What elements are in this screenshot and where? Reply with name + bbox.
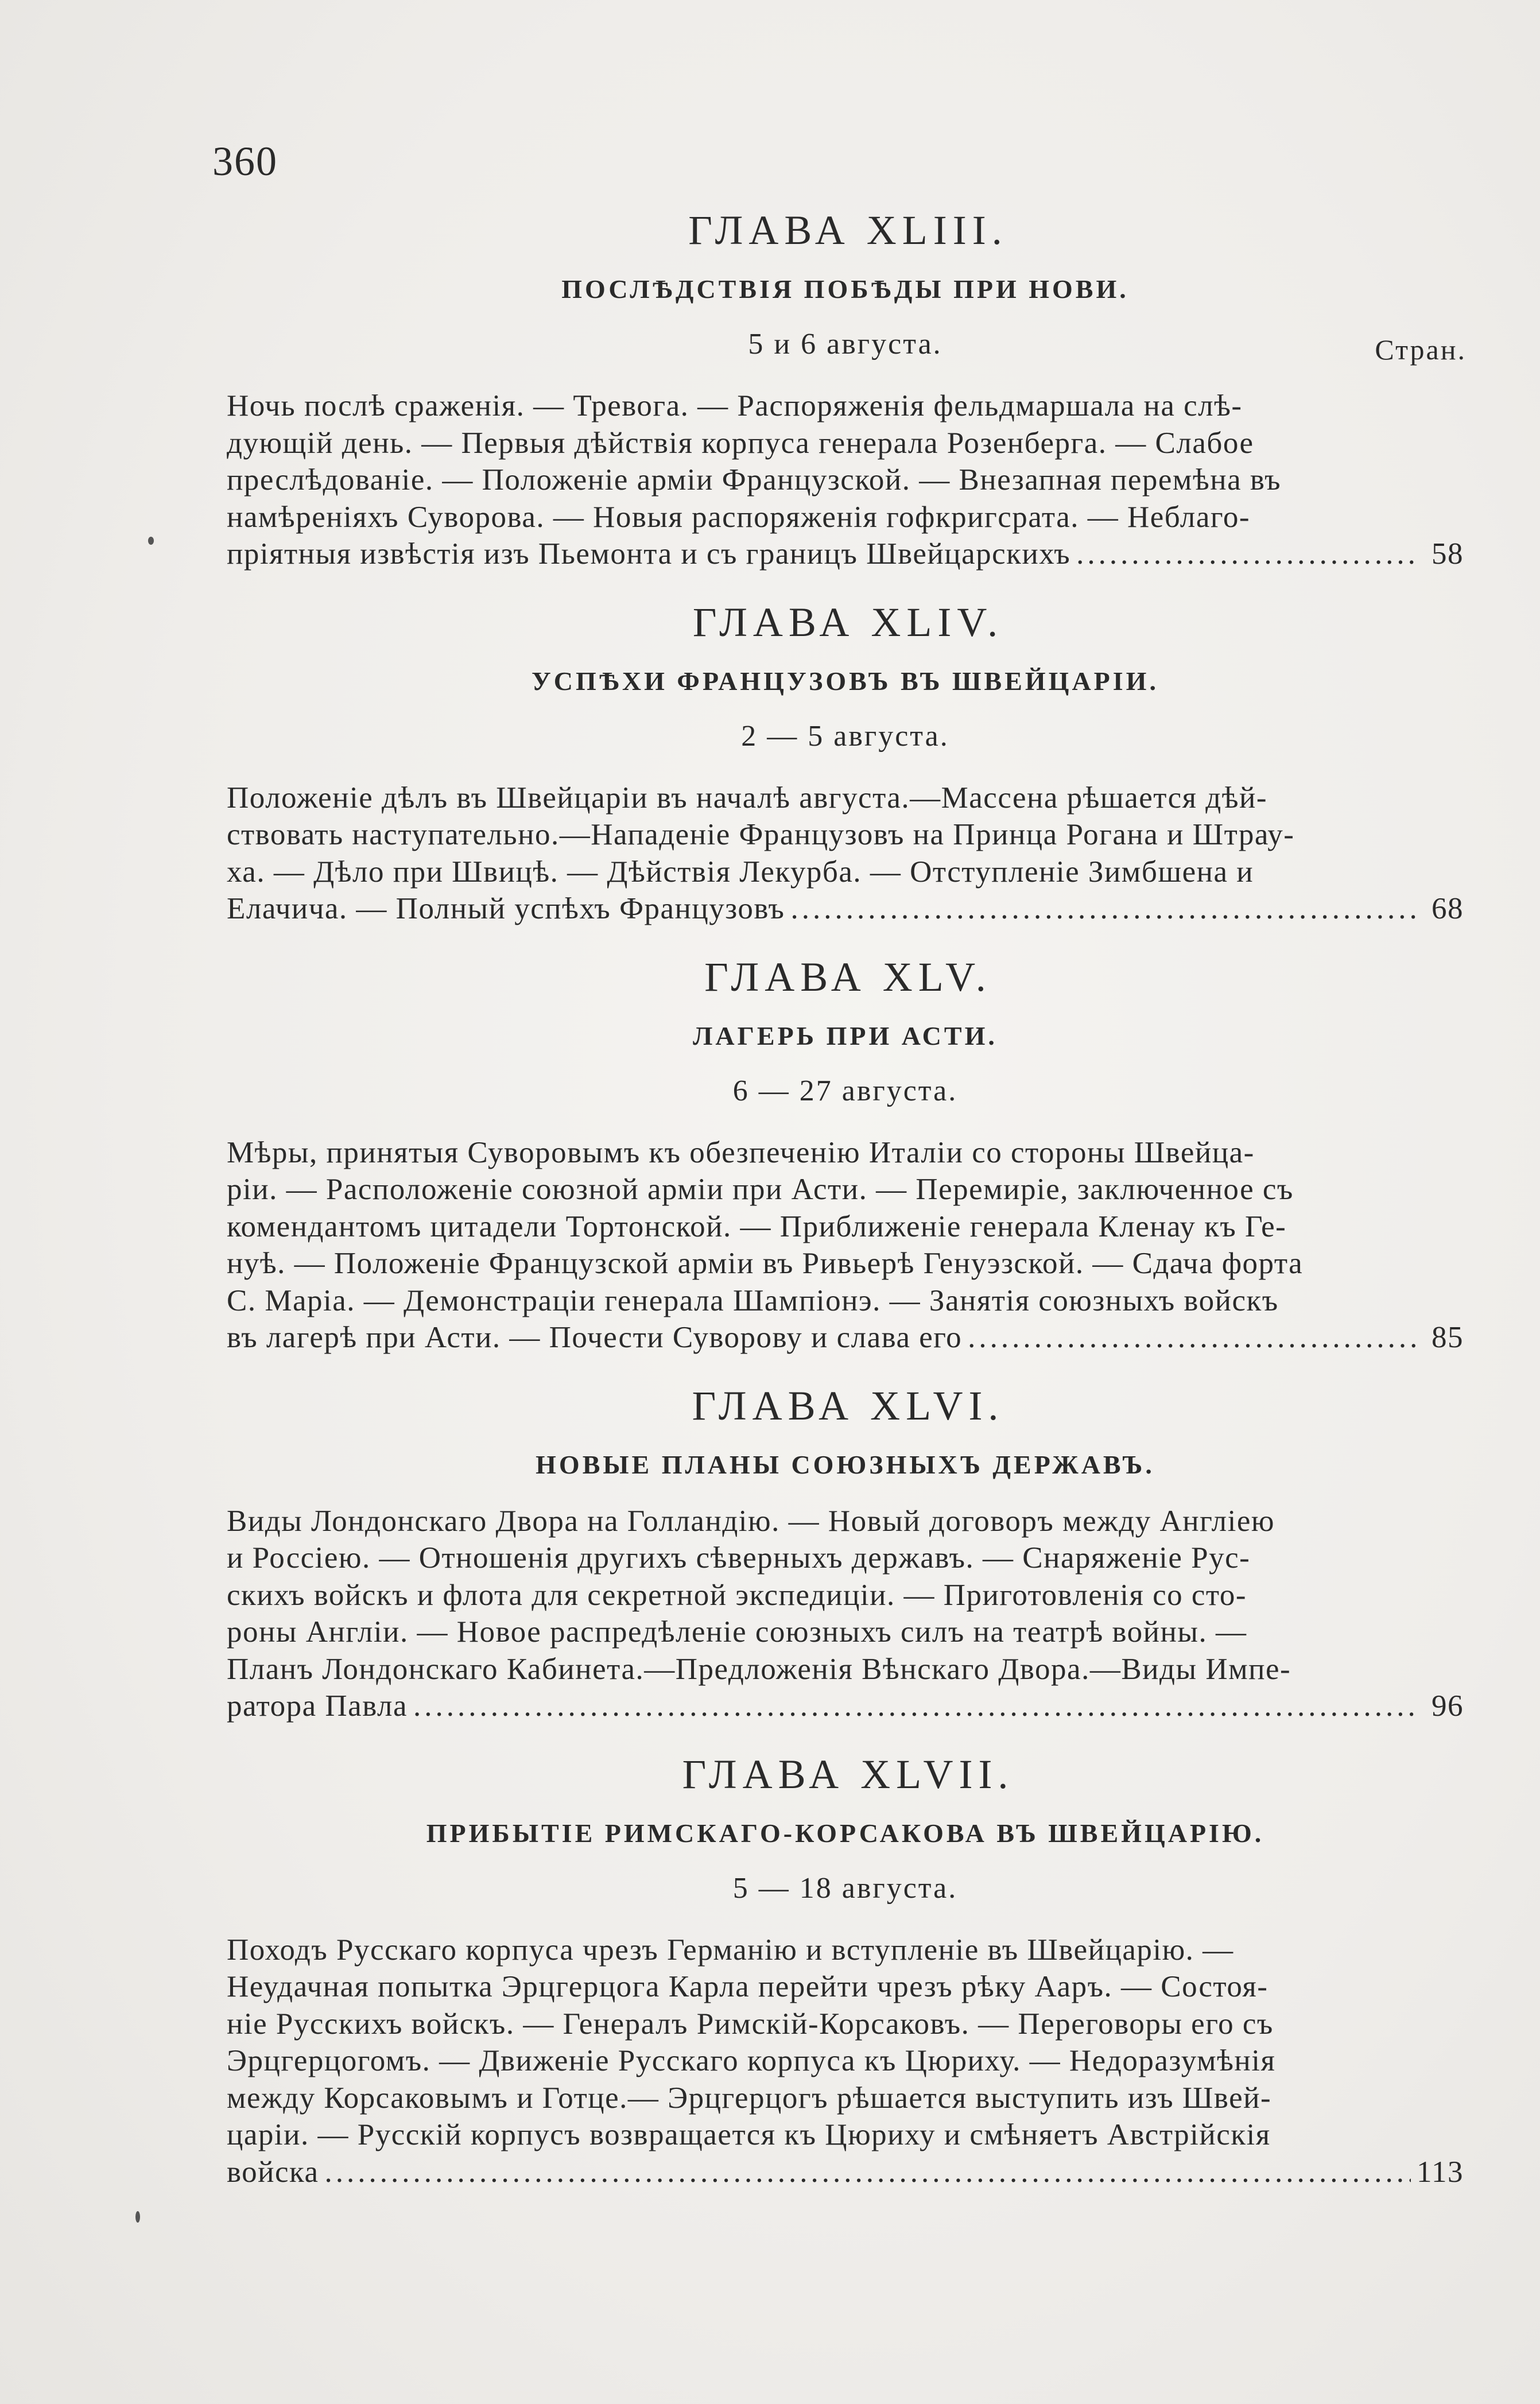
chapter-xliv bbox=[227, 599, 1464, 928]
chapter-title: ГЛАВА XLVI. bbox=[692, 1382, 1004, 1429]
page-reference: 68 bbox=[1432, 892, 1464, 925]
summary-line: Ночь послѣ сраженія. — Тревога. — Распоряженія фельдмаршала на слѣ- bbox=[227, 389, 1243, 422]
summary-line: ха. — Дѣло при Швицѣ. — Дѣйствія Лекурба. — Отступленіе Зимбшена и bbox=[227, 855, 1254, 889]
chapter-subtitle: ЛАГЕРЬ ПРИ АСТИ. bbox=[693, 1021, 998, 1050]
summary-line: Мѣры, принятыя Суворовымъ къ обезпеченію Италіи со стороны Швейца- bbox=[227, 1135, 1255, 1169]
page-column-header: Стран. bbox=[1375, 334, 1467, 366]
chapter-dates: 5 и 6 августа. bbox=[748, 328, 942, 360]
summary-line: Эрцгерцогомъ. — Движеніе Русскаго корпуса къ Цюриху. — Недоразумѣнія bbox=[227, 2044, 1276, 2077]
summary-line: ніе Русскихъ войскъ. — Генералъ Римскій-Корсаковъ. — Переговоры его съ bbox=[227, 2007, 1274, 2041]
summary-line: и Россіею. — Отношенія другихъ сѣверныхъ державъ. — Снаряженіе Рус- bbox=[227, 1541, 1251, 1575]
leader-dots bbox=[325, 2154, 1411, 2191]
summary-last-line bbox=[227, 1319, 1464, 1356]
chapter-dates: 6 — 27 августа. bbox=[732, 1074, 958, 1107]
page-reference: 58 bbox=[1432, 537, 1464, 571]
chapter-xlv bbox=[227, 953, 1464, 1356]
summary-line: дующій день. — Первыя дѣйствія корпуса генерала Розенберга. — Слабое bbox=[227, 426, 1254, 460]
ink-speck bbox=[135, 2211, 140, 2223]
chapter-title: ГЛАВА XLV. bbox=[704, 953, 992, 1000]
summary-line: Елачича. — Полный успѣхъ Французовъ bbox=[227, 892, 785, 925]
summary-last-line bbox=[227, 536, 1464, 573]
page-reference: 113 bbox=[1416, 2155, 1464, 2189]
chapter-summary bbox=[227, 1503, 1464, 1725]
summary-line: царіи. — Русскій корпусъ возвращается къ Цюриху и смѣняетъ Австрійскія bbox=[227, 2118, 1271, 2151]
ink-speck bbox=[148, 537, 154, 545]
summary-line: скихъ войскъ и флота для секретной экспедиціи. — Приготовленія со сто- bbox=[227, 1578, 1247, 1612]
summary-line: преслѣдованіе. — Положеніе арміи Французской. — Внезапная перемѣна въ bbox=[227, 463, 1281, 497]
page-number: 360 bbox=[212, 138, 278, 184]
summary-line: нуѣ. — Положеніе Французской арміи въ Ривьерѣ Генуэзской. — Сдача форта bbox=[227, 1247, 1304, 1280]
leader-dots bbox=[790, 890, 1418, 928]
summary-line: ратора Павла bbox=[227, 1689, 408, 1723]
leader-dots bbox=[1076, 536, 1418, 573]
chapter-title: ГЛАВА XLIV. bbox=[692, 599, 1004, 645]
summary-line: намѣреніяхъ Суворова. — Новыя распоряженія гофкригсрата. — Неблаго- bbox=[227, 500, 1250, 534]
chapter-subtitle: УСПѢХИ ФРАНЦУЗОВЪ ВЪ ШВЕЙЦАРІИ. bbox=[532, 666, 1159, 696]
summary-line: Виды Лондонскаго Двора на Голландію. — Новый договоръ между Англіею bbox=[227, 1504, 1275, 1538]
chapter-xliii bbox=[227, 207, 1464, 573]
summary-line: ріи. — Расположеніе союзной арміи при Асти. — Перемиріе, заключенное съ bbox=[227, 1173, 1294, 1206]
chapter-title: ГЛАВА XLVII. bbox=[682, 1751, 1014, 1797]
summary-line: Неудачная попытка Эрцгерцога Карла перейти чрезъ рѣку Ааръ. — Состоя- bbox=[227, 1970, 1269, 2003]
summary-line: Планъ Лондонскаго Кабинета.—Предложенія Вѣнскаго Двора.—Виды Импе- bbox=[227, 1652, 1291, 1686]
chapter-dates: 2 — 5 августа. bbox=[741, 719, 949, 753]
summary-last-line bbox=[227, 1688, 1464, 1725]
chapter-xlvi bbox=[227, 1382, 1464, 1725]
summary-line: Походъ Русскаго корпуса чрезъ Германію и вступленіе въ Швейцарію. — bbox=[227, 1933, 1234, 1967]
chapter-subtitle: НОВЫЕ ПЛАНЫ СОЮЗНЫХЪ ДЕРЖАВЪ. bbox=[536, 1449, 1155, 1479]
chapter-title: ГЛАВА XLIII. bbox=[688, 207, 1008, 253]
summary-line: въ лагерѣ при Асти. — Почести Суворову и слава его bbox=[227, 1321, 963, 1354]
summary-line: между Корсаковымъ и Готце.— Эрцгерцогъ рѣшается выступить изъ Швей- bbox=[227, 2081, 1272, 2115]
summary-line: комендантомъ цитадели Тортонской. — Приближеніе генерала Кленау къ Ге- bbox=[227, 1209, 1287, 1243]
summary-line: войска bbox=[227, 2155, 319, 2189]
summary-last-line bbox=[227, 890, 1464, 928]
leader-dots bbox=[968, 1319, 1418, 1356]
summary-line: ствовать наступательно.—Нападеніе Французовъ на Принца Рогана и Штрау- bbox=[227, 818, 1295, 851]
page-reference: 96 bbox=[1432, 1689, 1464, 1723]
summary-line: С. Маріа. — Демонстраціи генерала Шампіонэ. — Занятія союзныхъ войскъ bbox=[227, 1284, 1279, 1317]
summary-last-line bbox=[227, 2154, 1464, 2191]
chapter-subtitle: ПРИБЫТІЕ РИМСКАГО-КОРСАКОВА ВЪ ШВЕЙЦАРІЮ. bbox=[426, 1818, 1264, 1848]
chapter-subtitle: ПОСЛѢДСТВІЯ ПОБѢДЫ ПРИ НОВИ. bbox=[561, 274, 1129, 304]
chapter-summary bbox=[227, 387, 1464, 573]
chapter-summary bbox=[227, 1134, 1464, 1356]
summary-line: Положеніе дѣлъ въ Швейцаріи въ началѣ августа.—Массена рѣшается дѣй- bbox=[227, 781, 1268, 815]
summary-line: пріятныя извѣстія изъ Пьемонта и съ границъ Швейцарскихъ bbox=[227, 537, 1071, 571]
table-of-contents bbox=[227, 207, 1464, 2190]
chapter-summary bbox=[227, 780, 1464, 928]
summary-line: роны Англіи. — Новое распредѣленіе союзныхъ силъ на театрѣ войны. — bbox=[227, 1615, 1247, 1649]
page-reference: 85 bbox=[1432, 1321, 1464, 1354]
chapter-dates: 5 — 18 августа. bbox=[732, 1871, 958, 1905]
chapter-summary bbox=[227, 1932, 1464, 2191]
chapter-xlvii bbox=[227, 1751, 1464, 2191]
leader-dots bbox=[413, 1688, 1418, 1725]
